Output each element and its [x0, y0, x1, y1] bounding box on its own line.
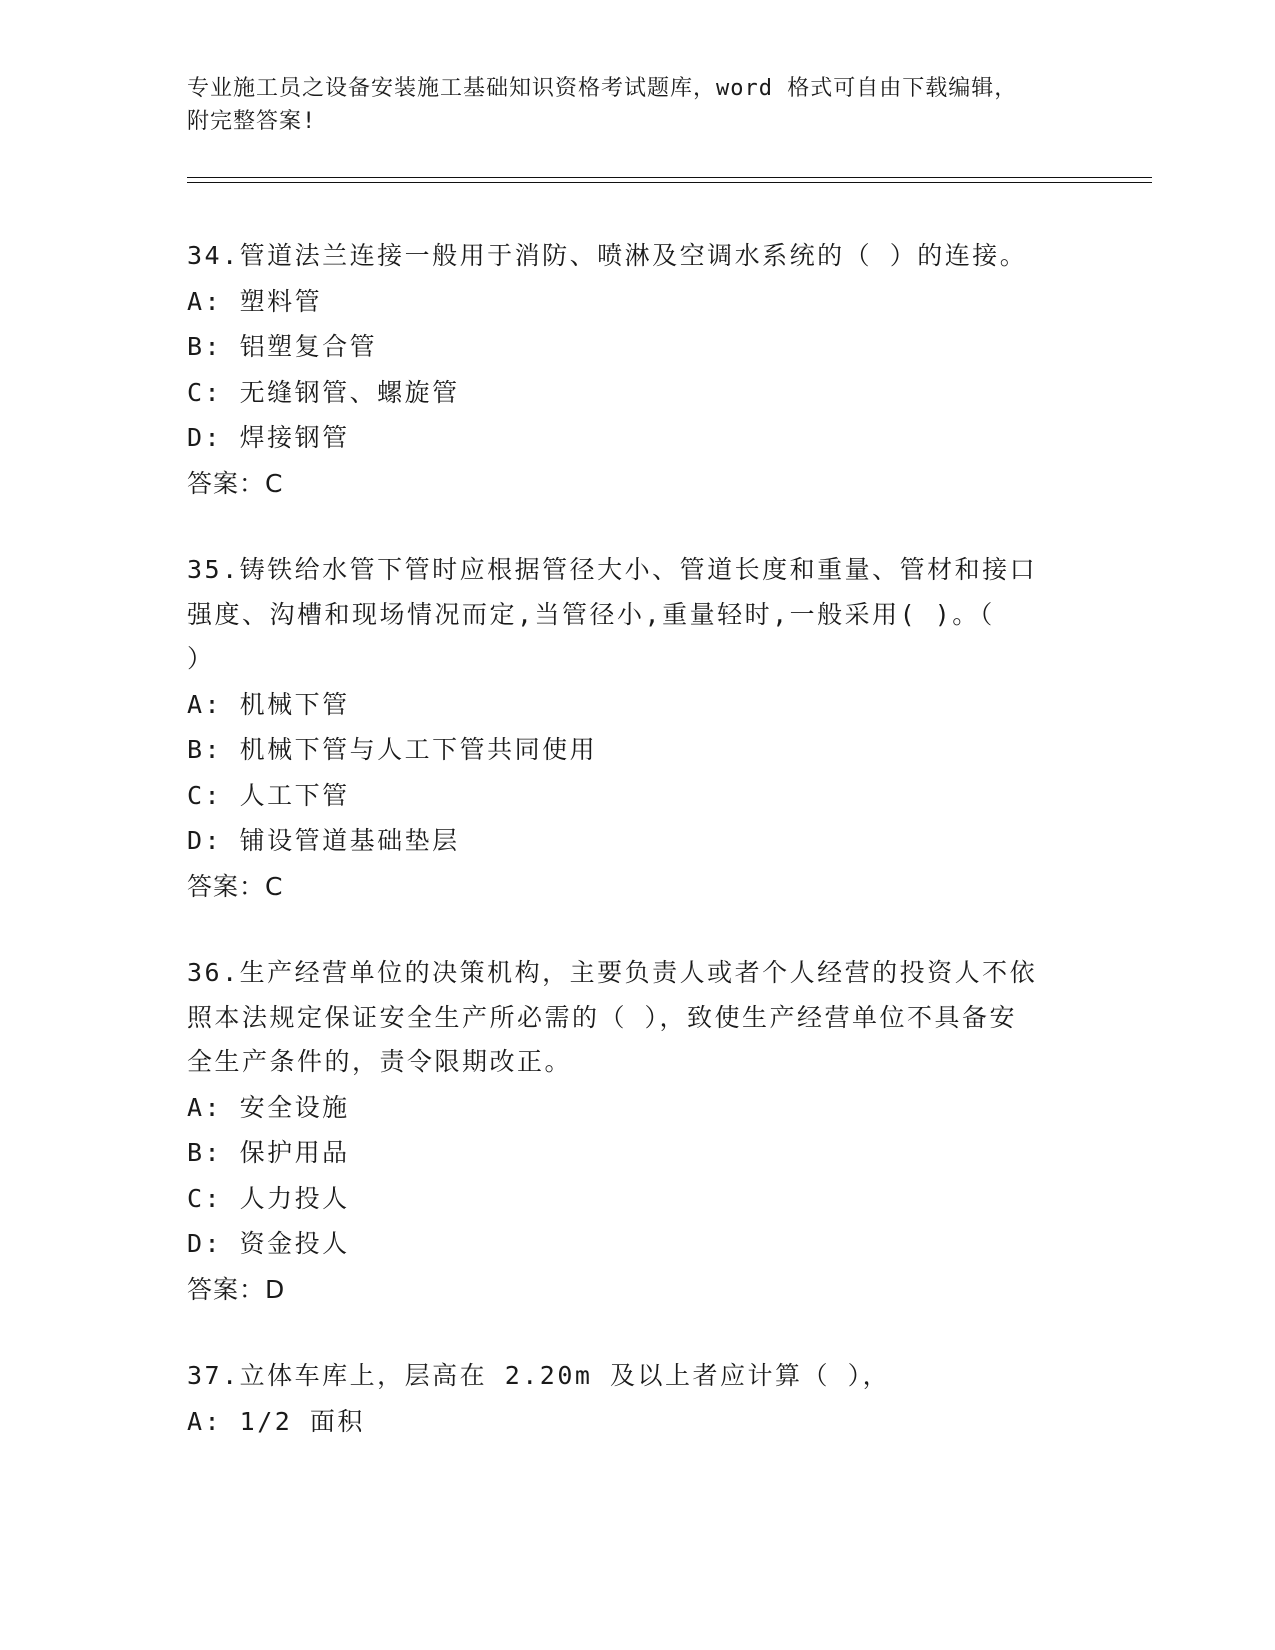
option-d: D: 铺设管道基础垫层: [187, 826, 460, 855]
option-a: A: 机械下管: [187, 689, 350, 719]
question-34: [187, 234, 1067, 506]
question-text: 37.立体车库上，层高在 2.20m 及以上者应计算（ ），: [187, 1361, 891, 1390]
option-c: C: 无缝钢管、螺旋管: [187, 377, 460, 407]
question-text: ）: [187, 644, 215, 673]
question-35: [187, 548, 1067, 909]
option-d: D: 资金投人: [187, 1229, 350, 1258]
header-divider-bottom: [187, 182, 1152, 183]
question-text: 36.生产经营单位的决策机构，主要负责人或者个人经营的投资人不依: [187, 958, 1038, 987]
option-b: B: 机械下管与人工下管共同使用: [187, 735, 598, 764]
answer: 答案：C: [187, 871, 284, 901]
document-header: [187, 72, 1087, 138]
option-d: D: 焊接钢管: [187, 423, 350, 452]
header-line-1: 专业施工员之设备安装施工基础知识资格考试题库，word 格式可自由下载编辑，: [187, 76, 1018, 101]
question-text: 全生产条件的，责令限期改正。: [187, 1047, 573, 1076]
header-line-2: 附完整答案!: [187, 109, 317, 134]
option-b: B: 保护用品: [187, 1138, 350, 1167]
question-text: 照本法规定保证安全生产所必需的（ ），致使生产经营单位不具备安: [187, 1002, 1018, 1032]
question-text: 35.铸铁给水管下管时应根据管径大小、管道长度和重量、管材和接口: [187, 555, 1038, 584]
option-c: C: 人力投人: [187, 1183, 350, 1213]
question-37: [187, 1354, 1067, 1444]
option-b: B: 铝塑复合管: [187, 332, 378, 361]
option-c: C: 人工下管: [187, 780, 350, 810]
question-36: [187, 951, 1067, 1312]
header-divider-top: [187, 177, 1152, 178]
option-a: A: 安全设施: [187, 1092, 350, 1122]
option-a: A: 1/2 面积: [187, 1406, 365, 1436]
question-text: 强度、沟槽和现场情况而定,当管径小,重量轻时,一般采用( )。（: [187, 599, 995, 629]
question-text: 34.管道法兰连接一般用于消防、喷淋及空调水系统的（ ）的连接。: [187, 241, 1028, 270]
question-list: [187, 234, 1067, 1486]
answer: 答案：D: [187, 1274, 286, 1304]
answer: 答案：C: [187, 468, 284, 498]
option-a: A: 塑料管: [187, 286, 323, 316]
